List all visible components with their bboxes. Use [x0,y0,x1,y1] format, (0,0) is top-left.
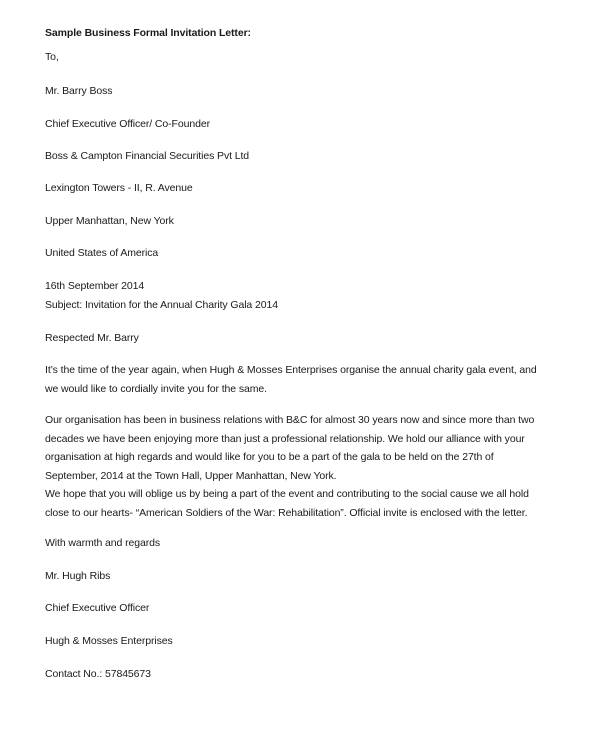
paragraph-1-line: we would like to cordially invite you for the same. [45,382,267,395]
sender-contact: Contact No.: 57845673 [45,668,151,680]
paragraph-2-line: decades we have been enjoying more than just a professional relationship. We hold our alliance with your [45,432,525,445]
salutation-to: To, [45,51,59,63]
sender-name: Mr. Hugh Ribs [45,570,111,582]
letter-title: Sample Business Formal Invitation Letter: [45,27,251,39]
paragraph-2 [45,411,565,522]
letter-greeting: Respected Mr. Barry [45,332,139,344]
letter-subject: Subject: Invitation for the Annual Charity Gala 2014 [45,299,278,311]
paragraph-2-line: close to our hearts- “American Soldiers of the War: Rehabilitation”. Official invite is enclosed with the letter. [45,506,528,519]
sender-company: Hugh & Mosses Enterprises [45,635,173,647]
paragraph-1 [45,361,565,398]
sender-position: Chief Executive Officer [45,602,150,614]
paragraph-2-line: organisation at high regards and would like for you to be a part of the gala to be held on the 27th of [45,451,494,463]
recipient-company: Boss & Campton Financial Securities Pvt Ltd [45,150,250,162]
recipient-address-line1: Lexington Towers - II, R. Avenue [45,182,193,194]
recipient-position: Chief Executive Officer/ Co-Founder [45,118,210,130]
paragraph-2-line: We hope that you will oblige us by being a part of the event and contributing to the social cause we all hold [45,488,529,500]
paragraph-1-line: It’s the time of the year again, when Hugh & Mosses Enterprises organise the annual charity gala event, and [45,364,537,376]
recipient-country: United States of America [45,247,159,259]
paragraph-2-line: September, 2014 at the Town Hall, Upper Manhattan, New York. [45,469,337,482]
letter-date: 16th September 2014 [45,280,145,292]
recipient-address-line2: Upper Manhattan, New York [45,215,174,227]
letter-closing: With warmth and regards [45,537,160,549]
paragraph-2-line: Our organisation has been in business relations with B&C for almost 30 years now and since more than two [45,414,535,426]
recipient-name: Mr. Barry Boss [45,85,113,97]
